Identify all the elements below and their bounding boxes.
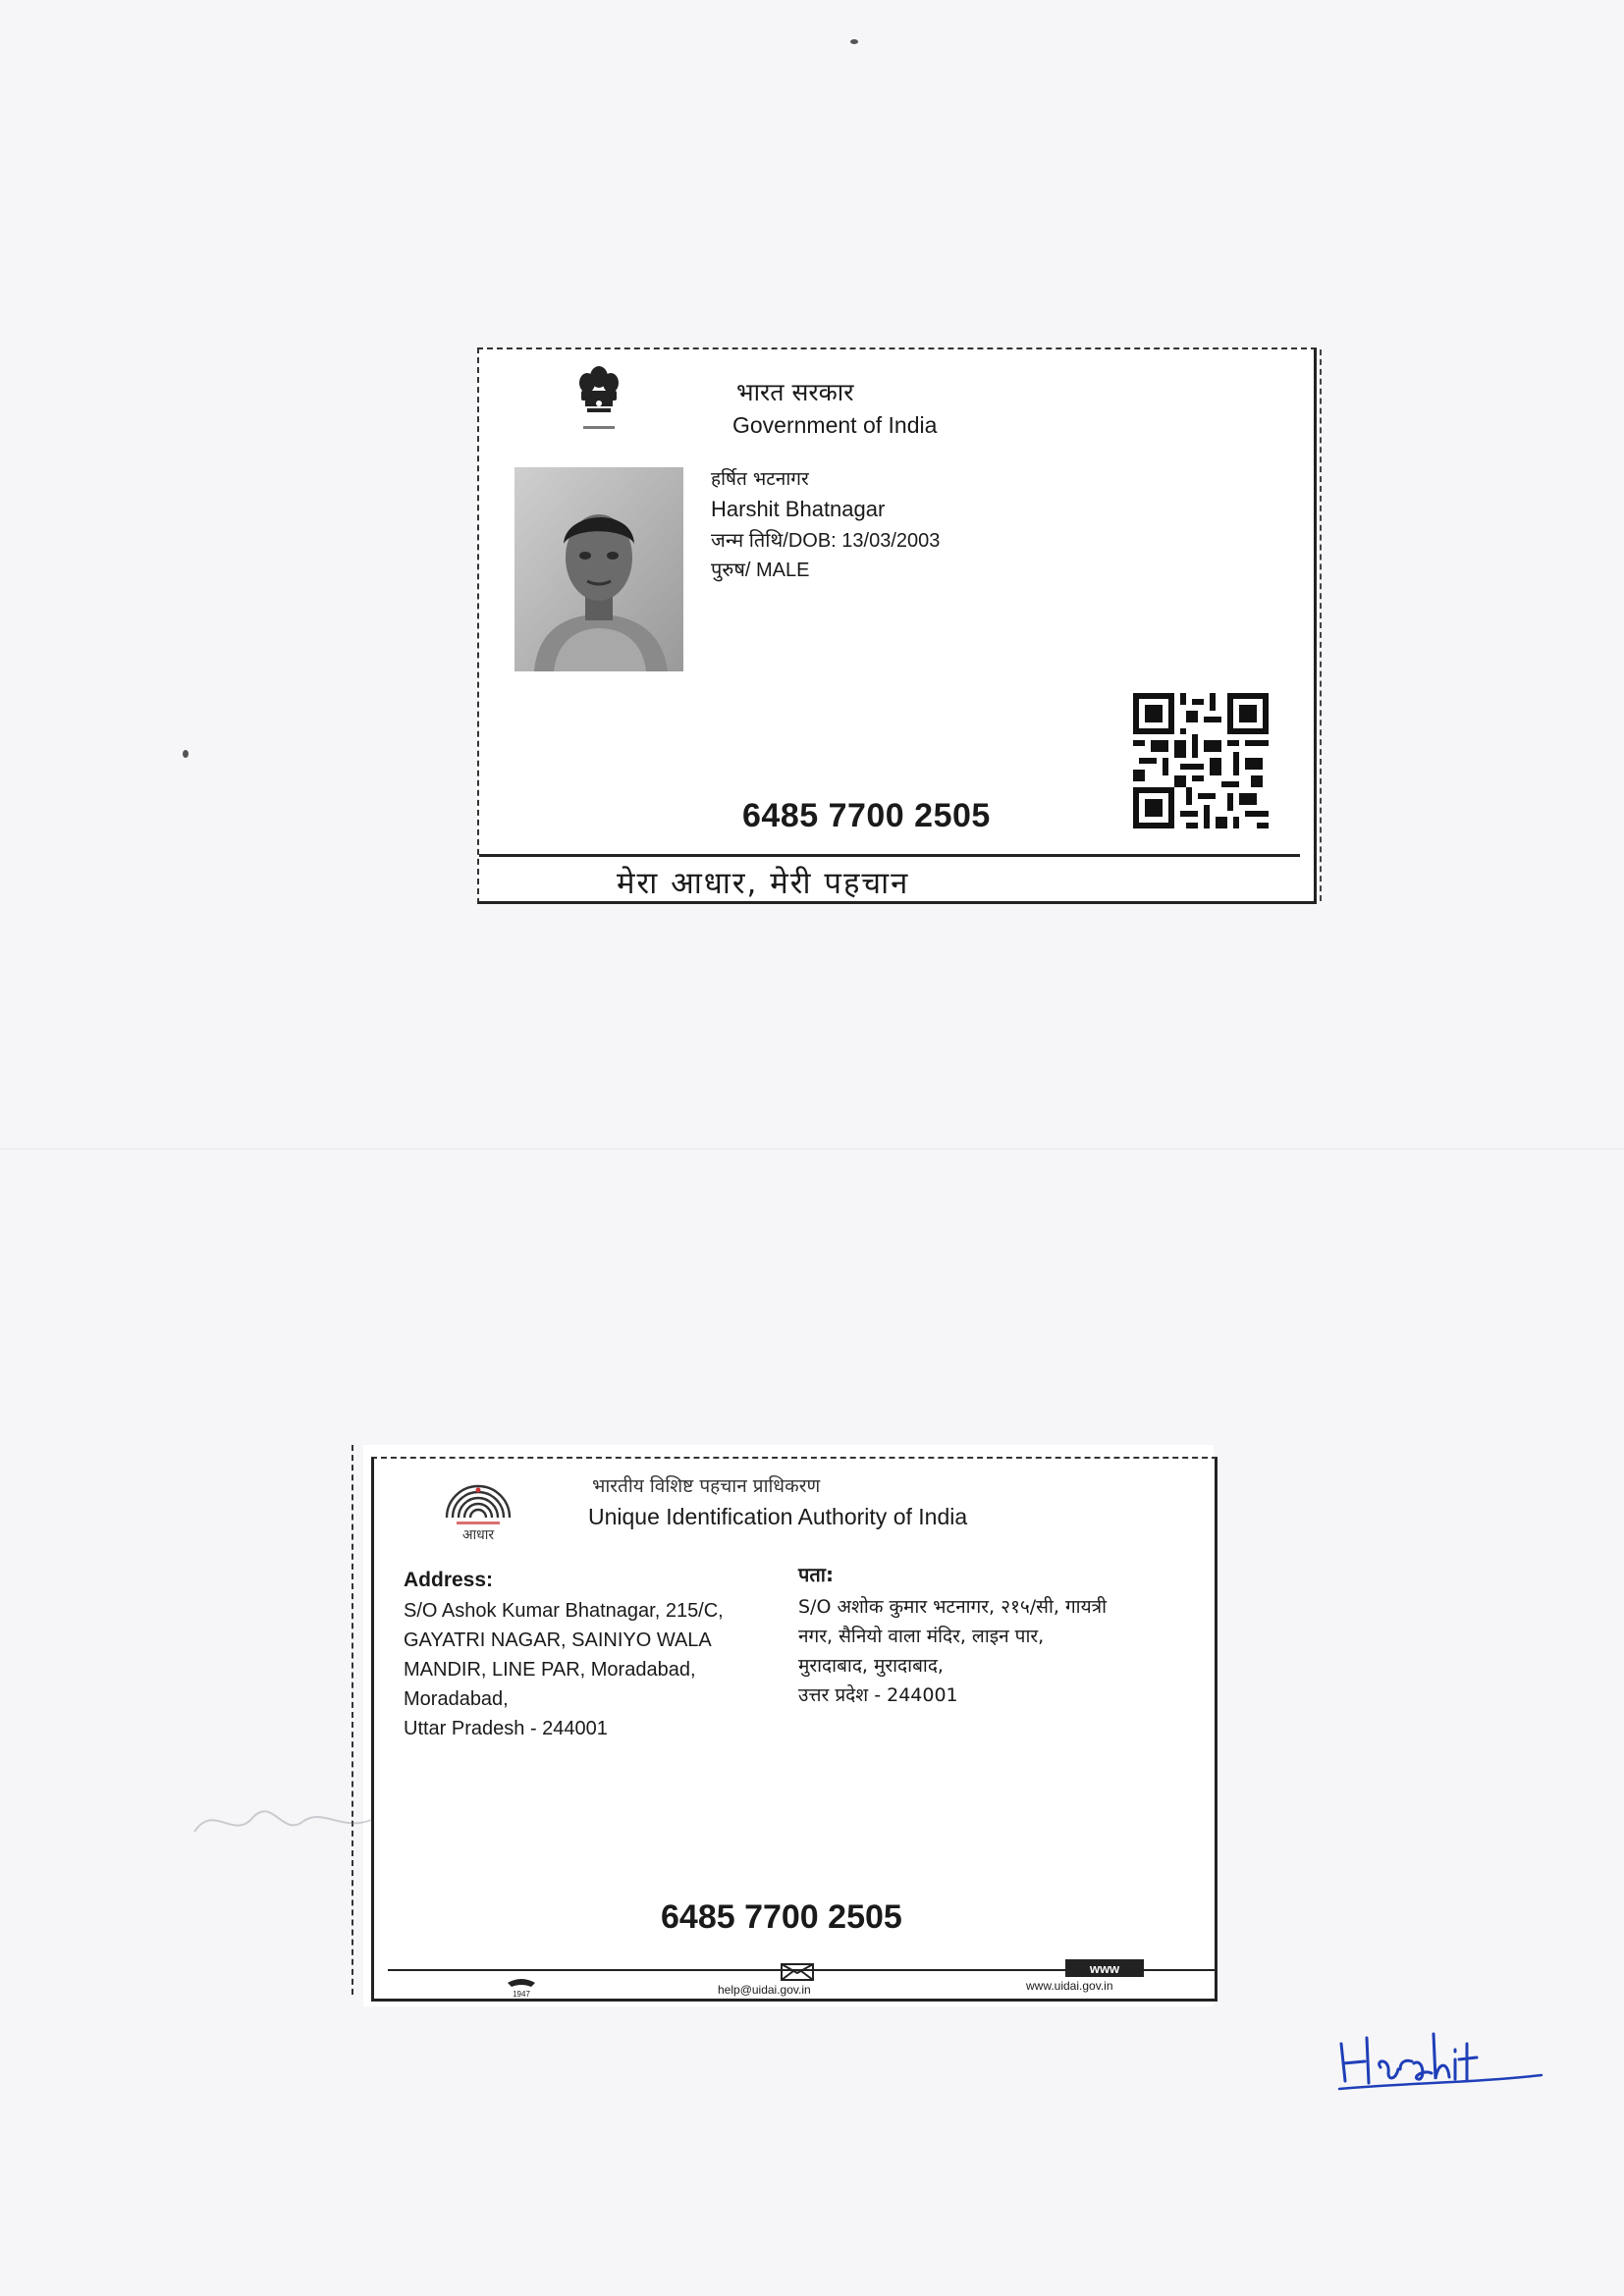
- address-label: Address:: [404, 1569, 494, 1591]
- address-line: Uttar Pradesh - 244001: [404, 1718, 608, 1739]
- authority-english: Unique Identification Authority of India: [588, 1504, 968, 1529]
- aadhaar-number: 6485 7700 2505: [742, 797, 991, 834]
- aadhaar-logo-icon: [439, 1478, 517, 1541]
- holder-name-english: Harshit Bhatnagar: [711, 497, 886, 521]
- website-icon: [1065, 1959, 1144, 1977]
- address-english: [404, 1596, 816, 1743]
- address-line: MANDIR, LINE PAR, Moradabad,: [404, 1659, 696, 1681]
- tagline: मेरा आधार, मेरी पहचान: [617, 866, 910, 901]
- holder-photo: [514, 467, 683, 671]
- phone-icon: [502, 1975, 541, 1999]
- paper-fold: [0, 1148, 1624, 1149]
- qr-code-icon: [1133, 693, 1269, 828]
- cut-line: [352, 1445, 353, 1995]
- national-emblem-icon: [573, 363, 624, 436]
- handwritten-signature: [1335, 2004, 1551, 2093]
- email-icon: [781, 1963, 814, 1981]
- authority-hindi: भारतीय विशिष्ट पहचान प्राधिकरण: [592, 1475, 821, 1497]
- aadhaar-logo-caption: आधार: [461, 1527, 495, 1541]
- aadhaar-card-front: [477, 347, 1317, 904]
- header-hindi: भारत सरकार: [736, 378, 854, 406]
- header-english: Government of India: [732, 412, 938, 438]
- helpline-number: 1947: [513, 1990, 530, 1999]
- card-border: [371, 1457, 1218, 2002]
- address-line-hindi: नगर, सैनियो वाला मंदिर, लाइन पार,: [798, 1626, 1045, 1647]
- address-line-hindi: मुरादाबाद, मुरादाबाद,: [798, 1655, 944, 1677]
- address-line: S/O Ashok Kumar Bhatnagar, 215/C,: [404, 1600, 724, 1622]
- gender: पुरुष/ MALE: [711, 560, 810, 581]
- aadhaar-card-back: [363, 1445, 1214, 2006]
- scan-speck: [850, 39, 858, 44]
- address-hindi: [798, 1592, 1211, 1710]
- website-url: www.uidai.gov.in: [1026, 1979, 1113, 1993]
- address-line-hindi: S/O अशोक कुमार भटनागर, २१५/सी, गायत्री: [798, 1596, 1108, 1618]
- address-line: GAYATRI NAGAR, SAINIYO WALA: [404, 1629, 712, 1651]
- date-of-birth: जन्म तिथि/DOB: 13/03/2003: [711, 530, 941, 552]
- tagline-divider: [479, 854, 1300, 857]
- address-line: Moradabad,: [404, 1688, 509, 1710]
- scan-speck: [183, 750, 189, 758]
- address-label-hindi: पता:: [798, 1563, 834, 1586]
- address-line-hindi: उत्तर प्रदेश - 244001: [798, 1684, 958, 1706]
- www-badge-text: www: [1089, 1961, 1120, 1976]
- holder-name-hindi: हर्षित भटनागर: [711, 468, 809, 490]
- help-email: help@uidai.gov.in: [718, 1983, 811, 1997]
- aadhaar-number: 6485 7700 2505: [661, 1898, 902, 1936]
- faint-signature-bleedthrough: [185, 1792, 381, 1851]
